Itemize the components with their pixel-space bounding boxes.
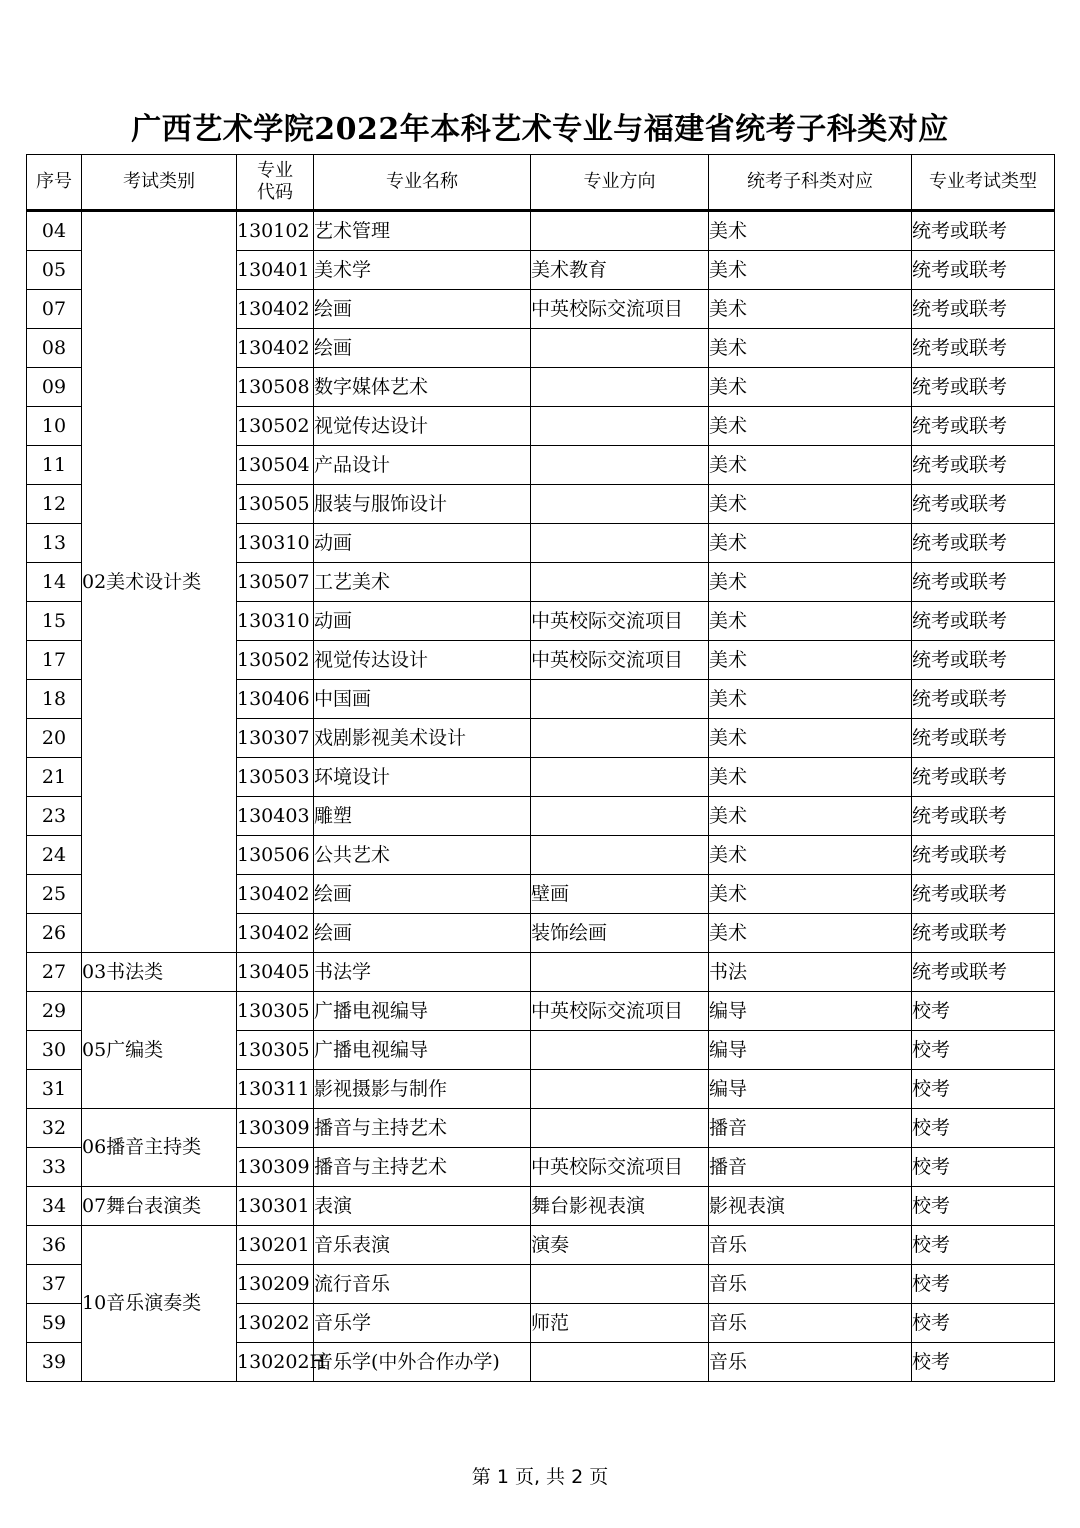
cell-code: 130201 [237, 1226, 314, 1265]
cell-category: 05广编类 [82, 992, 237, 1109]
cell-seq: 04 [27, 211, 82, 251]
cell-code: 130505 [237, 485, 314, 524]
cell-subject: 音乐 [709, 1343, 912, 1382]
cell-code: 130506 [237, 836, 314, 875]
header-code-line1: 专业 [257, 160, 293, 181]
cell-code: 130307 [237, 719, 314, 758]
cell-exam-type: 统考或联考 [912, 875, 1055, 914]
cell-code: 130310 [237, 524, 314, 563]
cell-name: 绘画 [314, 290, 531, 329]
cell-direction: 师范 [531, 1304, 709, 1343]
cell-direction: 中英校际交流项目 [531, 602, 709, 641]
cell-direction [531, 524, 709, 563]
cell-seq: 33 [27, 1148, 82, 1187]
header-code [237, 155, 314, 211]
cell-exam-type: 统考或联考 [912, 641, 1055, 680]
cell-name: 流行音乐 [314, 1265, 531, 1304]
cell-exam-type: 统考或联考 [912, 211, 1055, 251]
cell-exam-type: 统考或联考 [912, 329, 1055, 368]
cell-seq: 59 [27, 1304, 82, 1343]
cell-direction [531, 407, 709, 446]
cell-subject: 美术 [709, 914, 912, 953]
cell-exam-type: 统考或联考 [912, 797, 1055, 836]
cell-name: 戏剧影视美术设计 [314, 719, 531, 758]
cell-code: 130402 [237, 914, 314, 953]
cell-exam-type: 校考 [912, 1031, 1055, 1070]
header-seq: 序号 [27, 155, 82, 211]
table-row [27, 1109, 1055, 1148]
cell-category: 10音乐演奏类 [82, 1226, 237, 1382]
cell-direction: 美术教育 [531, 251, 709, 290]
cell-seq: 39 [27, 1343, 82, 1382]
cell-seq: 25 [27, 875, 82, 914]
cell-name: 美术学 [314, 251, 531, 290]
cell-code: 130406 [237, 680, 314, 719]
cell-name: 音乐表演 [314, 1226, 531, 1265]
cell-code: 130311 [237, 1070, 314, 1109]
cell-subject: 影视表演 [709, 1187, 912, 1226]
header-category: 考试类别 [82, 155, 237, 211]
cell-subject: 美术 [709, 524, 912, 563]
table-body [27, 211, 1055, 1382]
cell-name: 服装与服饰设计 [314, 485, 531, 524]
cell-subject: 美术 [709, 407, 912, 446]
cell-direction [531, 446, 709, 485]
cell-seq: 21 [27, 758, 82, 797]
cell-subject: 美术 [709, 368, 912, 407]
cell-subject: 美术 [709, 329, 912, 368]
cell-subject: 美术 [709, 485, 912, 524]
cell-code: 130305 [237, 992, 314, 1031]
cell-seq: 11 [27, 446, 82, 485]
cell-code: 130202H [237, 1343, 314, 1382]
cell-name: 动画 [314, 602, 531, 641]
cell-direction [531, 211, 709, 251]
cell-subject: 音乐 [709, 1304, 912, 1343]
cell-code: 130301 [237, 1187, 314, 1226]
cell-code: 130310 [237, 602, 314, 641]
cell-direction [531, 1031, 709, 1070]
cell-exam-type: 统考或联考 [912, 719, 1055, 758]
cell-direction [531, 1109, 709, 1148]
cell-name: 视觉传达设计 [314, 407, 531, 446]
cell-name: 工艺美术 [314, 563, 531, 602]
cell-direction [531, 953, 709, 992]
cell-exam-type: 统考或联考 [912, 836, 1055, 875]
cell-code: 130202 [237, 1304, 314, 1343]
cell-name: 音乐学 [314, 1304, 531, 1343]
cell-direction [531, 329, 709, 368]
cell-code: 130508 [237, 368, 314, 407]
cell-code: 130502 [237, 641, 314, 680]
cell-direction [531, 1070, 709, 1109]
cell-subject: 播音 [709, 1109, 912, 1148]
page-title: 广西艺术学院2022年本科艺术专业与福建省统考子科类对应 [131, 112, 949, 147]
cell-code: 130402 [237, 290, 314, 329]
cell-direction: 中英校际交流项目 [531, 1148, 709, 1187]
cell-subject: 美术 [709, 758, 912, 797]
cell-subject: 美术 [709, 211, 912, 251]
cell-direction [531, 719, 709, 758]
cell-name: 环境设计 [314, 758, 531, 797]
cell-name: 书法学 [314, 953, 531, 992]
cell-direction: 演奏 [531, 1226, 709, 1265]
cell-exam-type: 校考 [912, 1304, 1055, 1343]
cell-name: 公共艺术 [314, 836, 531, 875]
cell-exam-type: 统考或联考 [912, 485, 1055, 524]
cell-subject: 美术 [709, 563, 912, 602]
cell-subject: 音乐 [709, 1226, 912, 1265]
cell-name: 视觉传达设计 [314, 641, 531, 680]
cell-subject: 编导 [709, 992, 912, 1031]
cell-exam-type: 统考或联考 [912, 407, 1055, 446]
cell-exam-type: 统考或联考 [912, 758, 1055, 797]
cell-code: 130504 [237, 446, 314, 485]
cell-category: 02美术设计类 [82, 211, 237, 953]
table-row [27, 1187, 1055, 1226]
cell-name: 广播电视编导 [314, 1031, 531, 1070]
cell-name: 数字媒体艺术 [314, 368, 531, 407]
cell-direction: 舞台影视表演 [531, 1187, 709, 1226]
cell-code: 130102 [237, 211, 314, 251]
cell-exam-type: 统考或联考 [912, 602, 1055, 641]
cell-name: 音乐学(中外合作办学) [314, 1343, 531, 1382]
cell-category: 06播音主持类 [82, 1109, 237, 1187]
cell-code: 130402 [237, 875, 314, 914]
cell-name: 播音与主持艺术 [314, 1109, 531, 1148]
cell-direction: 壁画 [531, 875, 709, 914]
table-row [27, 211, 1055, 251]
cell-subject: 美术 [709, 251, 912, 290]
cell-seq: 10 [27, 407, 82, 446]
cell-exam-type: 统考或联考 [912, 914, 1055, 953]
cell-seq: 34 [27, 1187, 82, 1226]
cell-subject: 编导 [709, 1031, 912, 1070]
cell-category: 03书法类 [82, 953, 237, 992]
cell-exam-type: 校考 [912, 1070, 1055, 1109]
header-code-line2: 代码 [257, 182, 293, 203]
table-row [27, 953, 1055, 992]
cell-exam-type: 校考 [912, 1226, 1055, 1265]
cell-direction [531, 368, 709, 407]
cell-direction: 装饰绘画 [531, 914, 709, 953]
cell-exam-type: 校考 [912, 1187, 1055, 1226]
cell-direction [531, 836, 709, 875]
cell-seq: 08 [27, 329, 82, 368]
cell-code: 130305 [237, 1031, 314, 1070]
cell-subject: 播音 [709, 1148, 912, 1187]
cell-seq: 12 [27, 485, 82, 524]
cell-direction [531, 680, 709, 719]
cell-exam-type: 校考 [912, 1265, 1055, 1304]
cell-exam-type: 统考或联考 [912, 680, 1055, 719]
cell-seq: 37 [27, 1265, 82, 1304]
cell-seq: 32 [27, 1109, 82, 1148]
cell-name: 中国画 [314, 680, 531, 719]
cell-direction [531, 797, 709, 836]
cell-name: 雕塑 [314, 797, 531, 836]
cell-subject: 美术 [709, 875, 912, 914]
major-mapping-table [26, 154, 1055, 1382]
cell-code: 130309 [237, 1109, 314, 1148]
cell-name: 绘画 [314, 914, 531, 953]
cell-code: 130405 [237, 953, 314, 992]
cell-seq: 05 [27, 251, 82, 290]
cell-direction [531, 1265, 709, 1304]
cell-code: 130507 [237, 563, 314, 602]
cell-direction [531, 485, 709, 524]
cell-name: 表演 [314, 1187, 531, 1226]
cell-name: 绘画 [314, 329, 531, 368]
table-row [27, 1226, 1055, 1265]
cell-name: 影视摄影与制作 [314, 1070, 531, 1109]
cell-exam-type: 统考或联考 [912, 524, 1055, 563]
cell-subject: 美术 [709, 680, 912, 719]
cell-seq: 26 [27, 914, 82, 953]
cell-seq: 07 [27, 290, 82, 329]
cell-exam-type: 统考或联考 [912, 563, 1055, 602]
cell-seq: 27 [27, 953, 82, 992]
cell-subject: 美术 [709, 641, 912, 680]
cell-name: 绘画 [314, 875, 531, 914]
cell-subject: 音乐 [709, 1265, 912, 1304]
header-subject: 统考子科类对应 [709, 155, 912, 211]
cell-exam-type: 校考 [912, 1109, 1055, 1148]
cell-seq: 24 [27, 836, 82, 875]
cell-seq: 13 [27, 524, 82, 563]
header-name: 专业名称 [314, 155, 531, 211]
cell-exam-type: 统考或联考 [912, 953, 1055, 992]
cell-code: 130401 [237, 251, 314, 290]
cell-subject: 美术 [709, 719, 912, 758]
cell-code: 130402 [237, 329, 314, 368]
cell-exam-type: 统考或联考 [912, 290, 1055, 329]
cell-code: 130502 [237, 407, 314, 446]
header-direction: 专业方向 [531, 155, 709, 211]
cell-direction: 中英校际交流项目 [531, 992, 709, 1031]
cell-seq: 36 [27, 1226, 82, 1265]
cell-exam-type: 校考 [912, 1148, 1055, 1187]
cell-code: 130309 [237, 1148, 314, 1187]
cell-direction: 中英校际交流项目 [531, 290, 709, 329]
cell-direction: 中英校际交流项目 [531, 641, 709, 680]
cell-exam-type: 统考或联考 [912, 251, 1055, 290]
cell-exam-type: 统考或联考 [912, 368, 1055, 407]
cell-exam-type: 校考 [912, 1343, 1055, 1382]
cell-code: 130209 [237, 1265, 314, 1304]
table-row [27, 992, 1055, 1031]
cell-name: 播音与主持艺术 [314, 1148, 531, 1187]
page-footer: 第 1 页, 共 2 页 [471, 1466, 609, 1488]
table-header-row [27, 155, 1055, 211]
cell-seq: 14 [27, 563, 82, 602]
cell-direction [531, 758, 709, 797]
header-exam-type: 专业考试类型 [912, 155, 1055, 211]
cell-exam-type: 校考 [912, 992, 1055, 1031]
cell-seq: 23 [27, 797, 82, 836]
cell-subject: 美术 [709, 446, 912, 485]
cell-subject: 美术 [709, 290, 912, 329]
cell-seq: 20 [27, 719, 82, 758]
cell-code: 130503 [237, 758, 314, 797]
cell-name: 广播电视编导 [314, 992, 531, 1031]
cell-name: 动画 [314, 524, 531, 563]
cell-seq: 29 [27, 992, 82, 1031]
cell-code: 130403 [237, 797, 314, 836]
cell-name: 艺术管理 [314, 211, 531, 251]
cell-seq: 17 [27, 641, 82, 680]
cell-seq: 09 [27, 368, 82, 407]
cell-subject: 美术 [709, 797, 912, 836]
cell-seq: 15 [27, 602, 82, 641]
cell-direction [531, 1343, 709, 1382]
cell-exam-type: 统考或联考 [912, 446, 1055, 485]
cell-category: 07舞台表演类 [82, 1187, 237, 1226]
cell-direction [531, 563, 709, 602]
cell-seq: 31 [27, 1070, 82, 1109]
cell-subject: 美术 [709, 602, 912, 641]
cell-seq: 30 [27, 1031, 82, 1070]
cell-subject: 美术 [709, 836, 912, 875]
cell-subject: 书法 [709, 953, 912, 992]
cell-name: 产品设计 [314, 446, 531, 485]
cell-seq: 18 [27, 680, 82, 719]
cell-subject: 编导 [709, 1070, 912, 1109]
